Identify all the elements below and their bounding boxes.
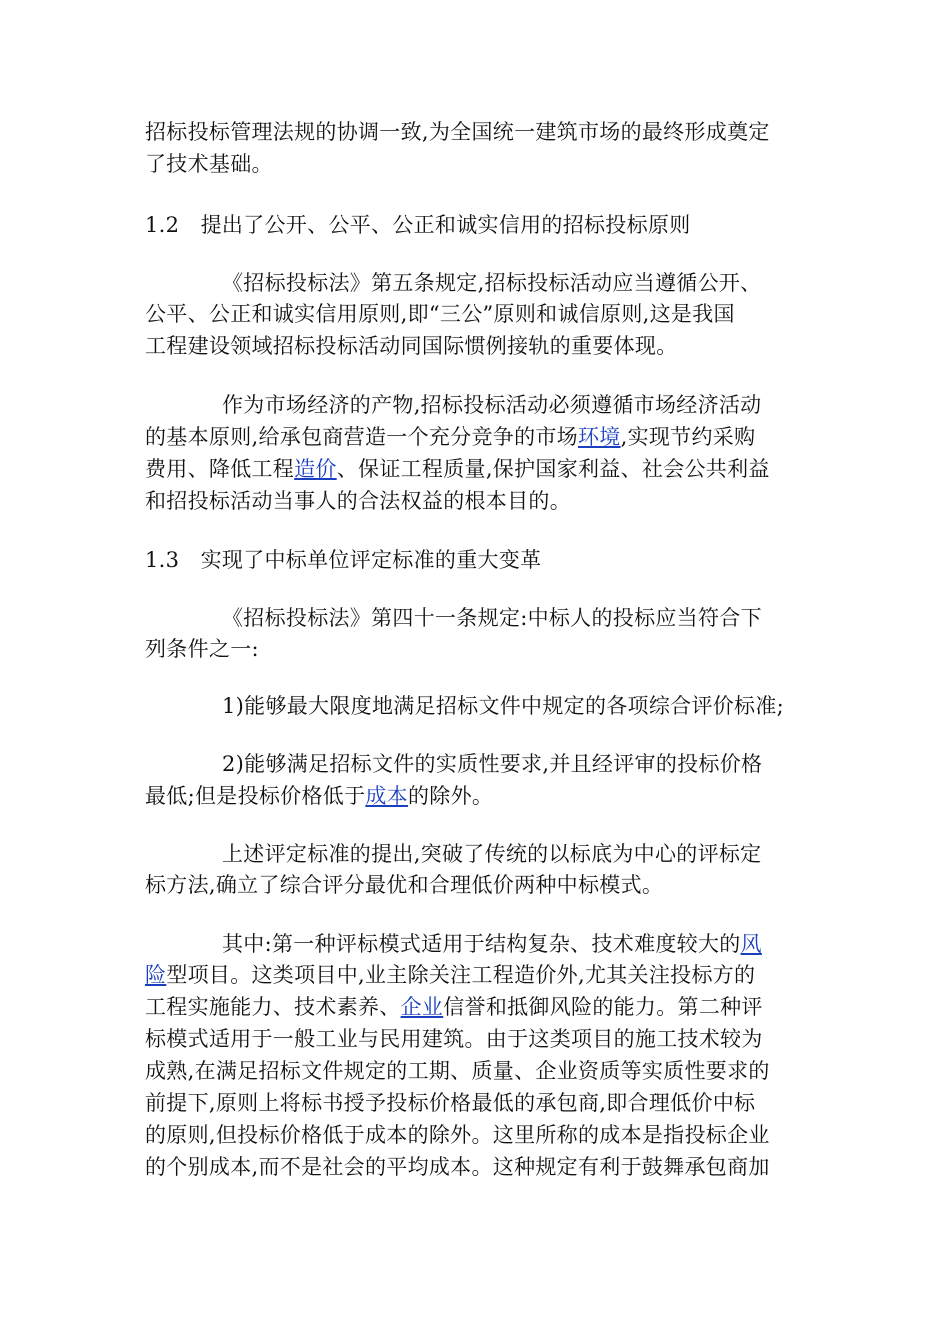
text-span: 、保证工程质量,保护国家利益、社会公共利益 <box>336 457 770 481</box>
link-feng[interactable]: 风 <box>740 932 762 956</box>
link-chengben[interactable]: 成本 <box>365 784 408 808</box>
text-span: 的除外。 <box>407 784 494 808</box>
paragraph-line: 的原则,但投标价格低于成本的除外。这里所称的成本是指投标企业 <box>145 1123 770 1147</box>
paragraph-line <box>145 960 755 990</box>
link-qiye[interactable]: 企业 <box>400 995 444 1019</box>
paragraph-line: 标模式适用于一般工业与民用建筑。由于这类项目的施工技术较为 <box>145 1027 763 1051</box>
text-span: 费用、降低工程 <box>145 457 295 481</box>
paragraph-line: 了技术基础。 <box>145 152 273 176</box>
paragraph-line: 成熟,在满足招标文件规定的工期、质量、企业资质等实质性要求的 <box>145 1059 770 1083</box>
paragraph-line: 列条件之一: <box>145 637 259 661</box>
list-item-1: 1)能够最大限度地满足招标文件中规定的各项综合评价标准; <box>222 694 785 718</box>
section-heading-1-3: 1.3 实现了中标单位评定标准的重大变革 <box>145 548 542 572</box>
paragraph-line: 和招投标活动当事人的合法权益的根本目的。 <box>145 489 571 513</box>
text-span: 信誉和抵御风险的能力。第二种评 <box>443 995 763 1019</box>
paragraph-line: 作为市场经济的产物,招标投标活动必须遵循市场经济活动 <box>222 393 762 417</box>
paragraph-line: 上述评定标准的提出,突破了传统的以标底为中心的评标定 <box>222 842 762 866</box>
text-span: 工程实施能力、技术素养、 <box>145 995 401 1019</box>
list-item-2: 2)能够满足招标文件的实质性要求,并且经评审的投标价格 <box>222 752 763 776</box>
paragraph-line: 工程建设领域招标投标活动同国际惯例接轨的重要体现。 <box>145 334 678 358</box>
paragraph-line: 《招标投标法》第五条规定,招标投标活动应当遵循公开、 <box>222 271 762 295</box>
section-heading-1-2: 1.2 提出了公开、公平、公正和诚实信用的招标投标原则 <box>145 213 691 237</box>
paragraph-line <box>145 454 770 484</box>
paragraph-line <box>145 422 755 452</box>
paragraph-line: 公平、公正和诚实信用原则,即“三公”原则和诚信原则,这是我国 <box>145 302 735 326</box>
link-xian[interactable]: 险 <box>145 963 167 987</box>
paragraph-line: 标方法,确立了综合评分最优和合理低价两种中标模式。 <box>145 873 664 897</box>
text-span: 其中:第一种评标模式适用于结构复杂、技术难度较大的 <box>222 932 741 956</box>
paragraph-line: 的个别成本,而不是社会的平均成本。这种规定有利于鼓舞承包商加 <box>145 1155 770 1179</box>
paragraph-line: 《招标投标法》第四十一条规定:中标人的投标应当符合下 <box>222 606 762 630</box>
text-span: ,实现节约采购 <box>620 425 756 449</box>
link-zaojia[interactable]: 造价 <box>294 457 337 481</box>
paragraph-line: 前提下,原则上将标书授予投标价格最低的承包商,即合理低价中标 <box>145 1091 756 1115</box>
text-span: 的基本原则,给承包商营造一个充分竞争的市场 <box>145 425 578 449</box>
text-span: 型项目。这类项目中,业主除关注工程造价外,尤其关注投标方的 <box>166 963 756 987</box>
link-huanjing[interactable]: 环境 <box>577 425 621 449</box>
text-span: 最低;但是投标价格低于 <box>145 784 366 808</box>
paragraph-line <box>222 929 762 959</box>
paragraph-line <box>145 992 763 1022</box>
paragraph-line: 招标投标管理法规的协调一致,为全国统一建筑市场的最终形成奠定 <box>145 120 770 144</box>
paragraph-line <box>145 781 493 811</box>
